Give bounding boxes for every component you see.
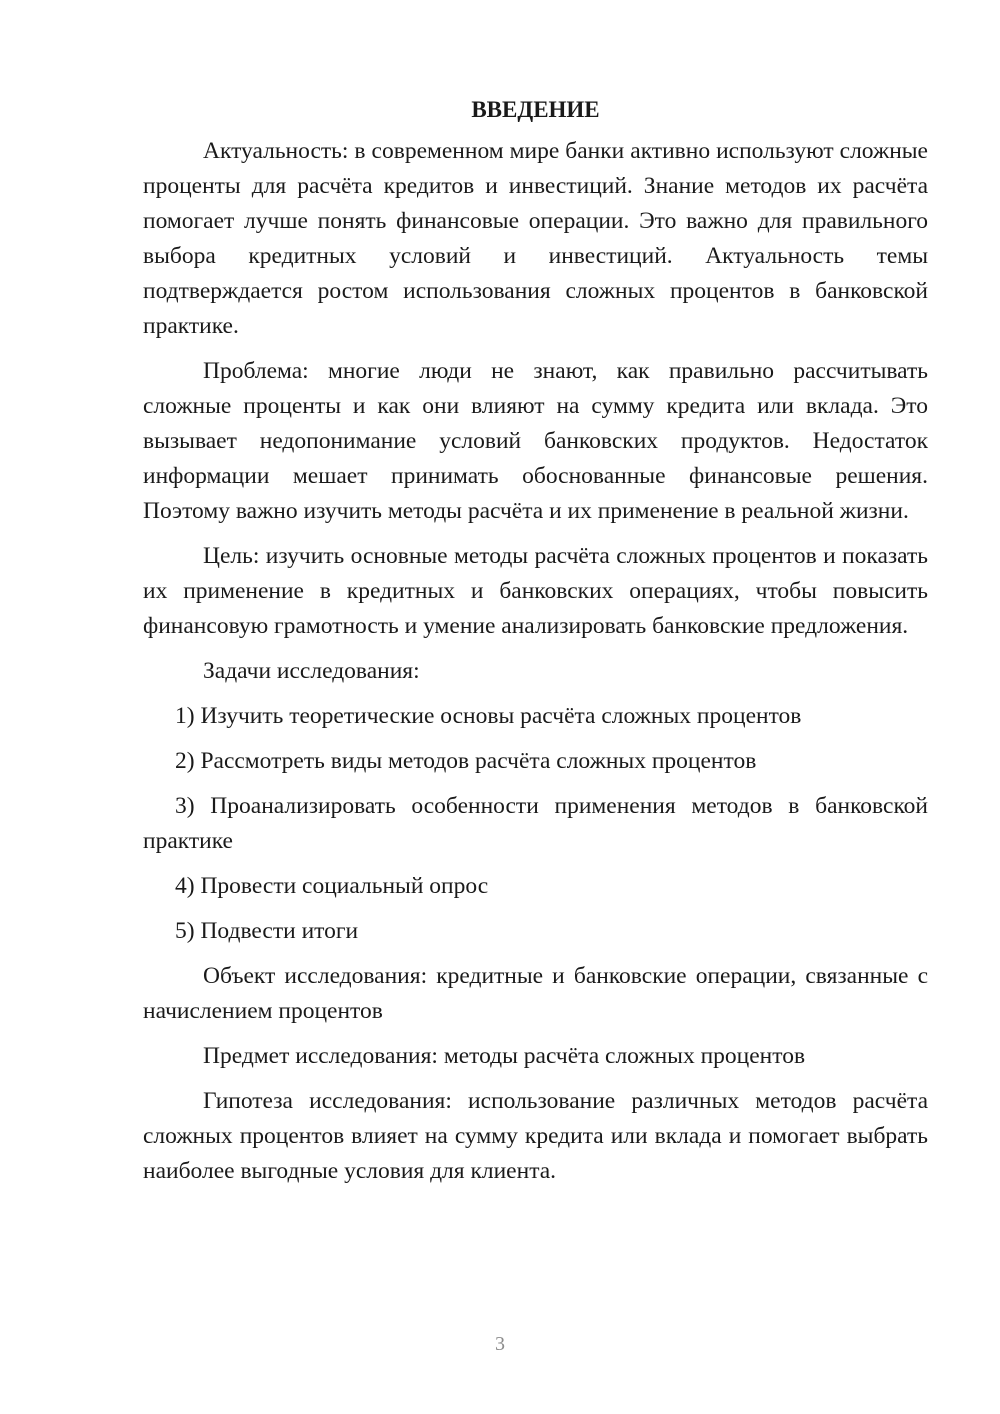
object-paragraph: Объект исследования: кредитные и банковские операции, связанные с начислением процентов bbox=[143, 963, 928, 1024]
task-item: 5) Подвести итоги bbox=[175, 918, 359, 944]
task-item: 4) Провести социальный опрос bbox=[175, 873, 489, 899]
hypothesis-paragraph: Гипотеза исследования: использование различных методов расчёта сложных процентов влияет на сумму кредита или вклада и помогает выбрать наиболее выгодные условия для клиента. bbox=[143, 1088, 928, 1184]
subject-paragraph: Предмет исследования: методы расчёта сложных процентов bbox=[203, 1043, 806, 1069]
page-content bbox=[143, 92, 928, 1199]
page-title: ВВЕДЕНИЕ bbox=[471, 97, 600, 122]
relevance-paragraph: Актуальность: в современном мире банки активно используют сложные проценты для расчёта кредитов и инвестиций. Знание методов их расчёта помогает лучше понять финансовые операции. Это важно для правильного выбора кредитных условий и инвестиций. Актуальность темы подтверждается ростом использования сложных процентов в банковской практике. bbox=[143, 138, 928, 339]
task-item: 3) Проанализировать особенности применения методов в банковской практике bbox=[143, 793, 928, 854]
tasks-heading: Задачи исследования: bbox=[203, 658, 420, 684]
goal-paragraph: Цель: изучить основные методы расчёта сложных процентов и показать их применение в кредитных и банковских операциях, чтобы повысить финансовую грамотность и умение анализировать банковские предложения. bbox=[143, 543, 928, 639]
problem-paragraph: Проблема: многие люди не знают, как правильно рассчитывать сложные проценты и как они влияют на сумму кредита или вклада. Это вызывает недопонимание условий банковских продуктов. Недостаток информации мешает принимать обоснованные финансовые решения. Поэтому важно изучить методы расчёта и их применение в реальной жизни. bbox=[143, 358, 928, 524]
page-number: 3 bbox=[495, 1333, 505, 1355]
task-item: 2) Рассмотреть виды методов расчёта сложных процентов bbox=[175, 748, 757, 774]
task-item: 1) Изучить теоретические основы расчёта сложных процентов bbox=[175, 703, 802, 729]
